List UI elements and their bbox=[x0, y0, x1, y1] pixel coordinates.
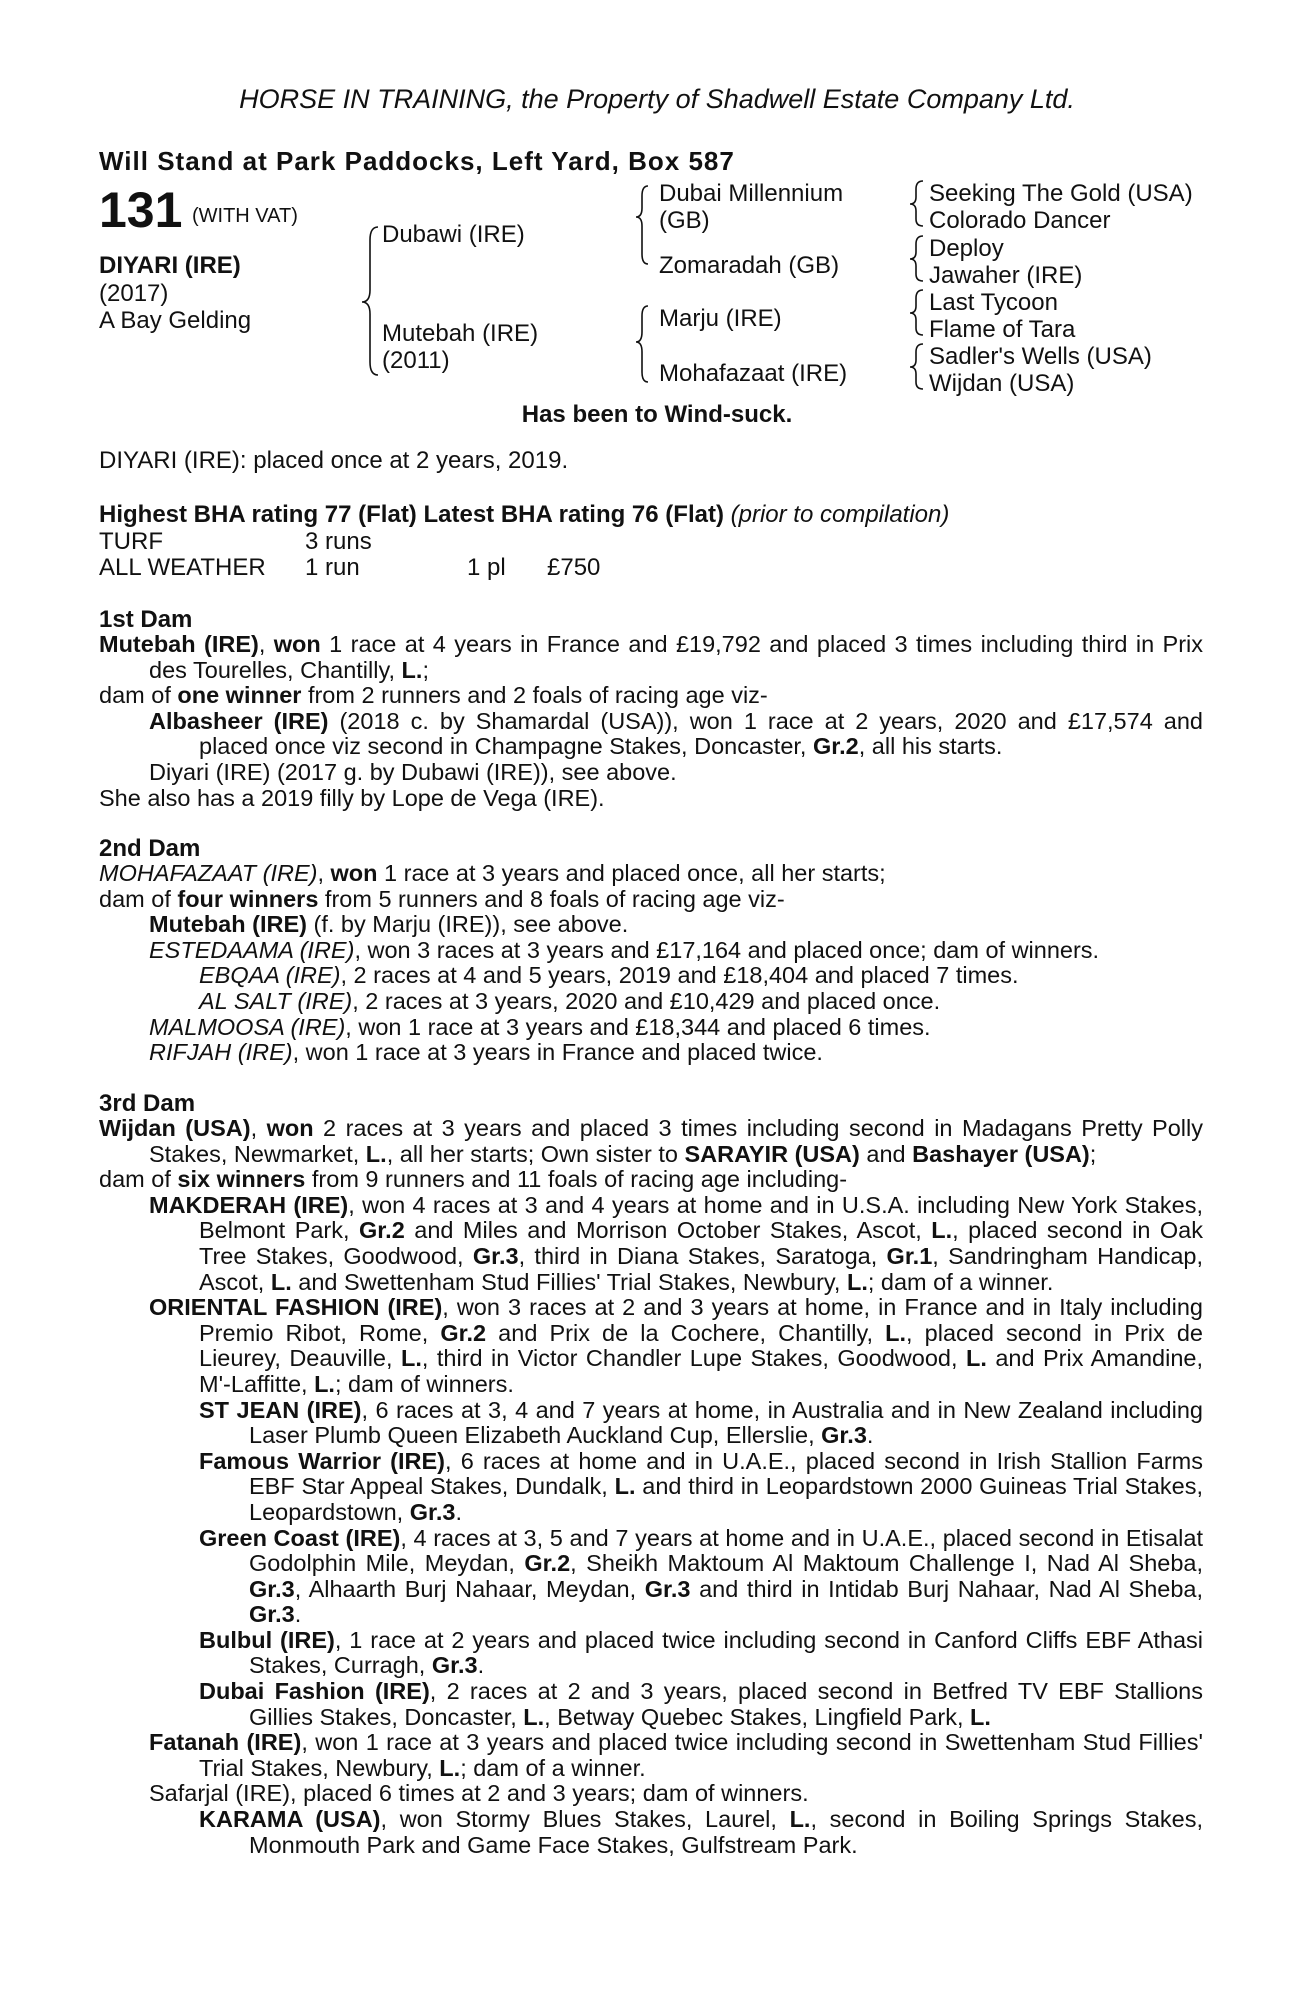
sire-sire-origin: (GB) bbox=[659, 207, 710, 234]
produce-famous-warrior: Famous Warrior (IRE), 6 races at home and in U.A.E., placed second in Irish Stallion Farms EBF Star Appeal Stakes, Dundalk, L. and third in Leopardstown 2000 Guineas Trial Stakes, Leopardstown, Gr.3. bbox=[199, 1447, 1204, 1525]
dd-sire: Sadler's Wells (USA) bbox=[929, 343, 1152, 370]
ss-dam: Colorado Dancer bbox=[929, 207, 1111, 234]
dam-dam: Mohafazaat (IRE) bbox=[659, 360, 848, 387]
placed-summary: DIYARI (IRE): placed once at 2 years, 2019. bbox=[99, 447, 569, 474]
dam-sire: Marju (IRE) bbox=[659, 305, 782, 332]
ratings-line bbox=[99, 501, 949, 529]
ratings-bold: Highest BHA rating 77 (Flat) Latest BHA rating 76 (Flat) bbox=[99, 501, 724, 528]
aw-label: ALL WEATHER bbox=[99, 554, 266, 581]
dam2-produce-intro: dam of four winners from 5 runners and 8 foals of racing age viz- bbox=[99, 885, 785, 912]
ss-sire: Seeking The Gold (USA) bbox=[929, 180, 1193, 207]
dam1-section bbox=[99, 632, 1203, 811]
lot-number: 131 bbox=[99, 182, 183, 238]
produce-st-jean: ST JEAN (IRE), 6 races at 3, 4 and 7 years at home, in Australia and in New Zealand including Laser Plumb Queen Elizabeth Auckland Cup, Ellerslie, Gr.3. bbox=[199, 1396, 1203, 1449]
produce-rifjah: RIFJAH (IRE), won 1 race at 3 years in France and placed twice. bbox=[149, 1039, 823, 1066]
ds-sire: Last Tycoon bbox=[929, 289, 1058, 316]
dam1-record: Mutebah (IRE), won 1 race at 4 years in France and £19,792 and placed 3 times including third in Prix des Tourelles, Chantilly, L.; bbox=[99, 631, 1204, 683]
produce-oriental-fashion: ORIENTAL FASHION (IRE), won 3 races at 2 and 3 years at home, in France and in Italy including Premio Ribot, Rome, Gr.2 and Prix de la Cochere, Chantilly, L., placed second in Prix de Lieurey, Deauville, L., third in Victor Chandler Lupe Stakes, Goodwood, L. and Prix Amandine, M'-Laffitte, L.; dam of winners. bbox=[149, 1294, 1203, 1397]
dam3-produce-intro: dam of six winners from 9 runners and 11 foals of racing age including- bbox=[99, 1166, 848, 1193]
dd-dam: Wijdan (USA) bbox=[929, 370, 1075, 397]
produce-al-salt: AL SALT (IRE), 2 races at 3 years, 2020 and £10,429 and placed once. bbox=[199, 987, 941, 1014]
page-header: HORSE IN TRAINING, the Property of Shadwell Estate Company Ltd. bbox=[239, 84, 1075, 114]
dam2-section bbox=[99, 861, 1203, 1066]
dam: Mutebah (IRE) bbox=[382, 320, 539, 347]
ds-dam: Flame of Tara bbox=[929, 316, 1076, 343]
produce-ebqaa: EBQAA (IRE), 2 races at 4 and 5 years, 2019 and £18,404 and placed 7 times. bbox=[199, 962, 1019, 989]
dam1-heading: 1st Dam bbox=[99, 606, 193, 633]
turf-runs: 3 runs bbox=[305, 528, 372, 555]
produce-bulbul: Bulbul (IRE), 1 race at 2 years and placed twice including second in Canford Cliffs EBF Athasi Stakes, Curragh, Gr.3. bbox=[199, 1626, 1203, 1679]
produce-malmoosa: MALMOOSA (IRE), won 1 race at 3 years and £18,344 and placed 6 times. bbox=[149, 1013, 931, 1040]
produce-estedaama: ESTEDAAMA (IRE), won 3 races at 3 years and £17,164 and placed once; dam of winners. bbox=[149, 936, 1100, 963]
dam3-section bbox=[99, 1116, 1203, 1858]
dam2-record: MOHAFAZAAT (IRE), won 1 race at 3 years and placed once, all her starts; bbox=[99, 860, 886, 886]
produce-mutebah: Mutebah (IRE) (f. by Marju (IRE)), see above. bbox=[149, 911, 629, 938]
horse-year: (2017) bbox=[99, 280, 169, 307]
dam1-produce-intro: dam of one winner from 2 runners and 2 foals of racing age viz- bbox=[99, 682, 768, 709]
aw-placed: 1 pl bbox=[467, 554, 506, 581]
wind-suck-note: Has been to Wind-suck. bbox=[521, 401, 793, 428]
dam-year: (2011) bbox=[382, 347, 450, 374]
dam3-heading: 3rd Dam bbox=[99, 1090, 196, 1117]
horse-name: DIYARI (IRE) bbox=[99, 252, 241, 279]
sd-dam: Jawaher (IRE) bbox=[929, 262, 1083, 289]
dam2-heading: 2nd Dam bbox=[99, 835, 201, 862]
dam3-record: Wijdan (USA), won 2 races at 3 years and placed 3 times including second in Madagans Pretty Polly Stakes, Newmarket, L., all her starts; Own sister to SARAYIR (USA) and Bashayer (USA); bbox=[99, 1115, 1203, 1167]
sd-sire: Deploy bbox=[929, 235, 1004, 262]
sire-dam: Zomaradah (GB) bbox=[659, 252, 840, 279]
sire-sire: Dubai Millennium bbox=[659, 180, 844, 207]
stand-location: Will Stand at Park Paddocks, Left Yard, Box 587 bbox=[99, 146, 735, 176]
sire: Dubawi (IRE) bbox=[382, 221, 525, 248]
produce-dubai-fashion: Dubai Fashion (IRE), 2 races at 2 and 3 years, placed second in Betfred TV EBF Stallions Gillies Stakes, Doncaster, L., Betway Quebec Stakes, Lingfield Park, L. bbox=[199, 1678, 1203, 1730]
produce-diyari: Diyari (IRE) (2017 g. by Dubawi (IRE)), see above. bbox=[149, 758, 677, 785]
turf-label: TURF bbox=[99, 528, 163, 555]
produce-makderah: MAKDERAH (IRE), won 4 races at 3 and 4 years at home and in U.S.A. including New York Stakes, Belmont Park, Gr.2 and Miles and Morrison October Stakes, Ascot, L., placed second in Oak Tree Stakes, Goodwood, Gr.3, third in Diana Stakes, Saratoga, Gr.1, Sandringham Handicap, Ascot, L. and Swettenham Stud Fillies' Trial Stakes, Newbury, L.; dam of a winner. bbox=[149, 1191, 1204, 1295]
produce-fatanah: Fatanah (IRE), won 1 race at 3 years and placed twice including second in Swettenham Stud Fillies' Trial Stakes, Newbury, L.; dam of a winner. bbox=[149, 1729, 1203, 1781]
produce-safarjal: Safarjal (IRE), placed 6 times at 2 and 3 years; dam of winners. bbox=[149, 1780, 809, 1807]
horse-description: A Bay Gelding bbox=[99, 307, 252, 334]
aw-amount: £750 bbox=[547, 554, 601, 581]
ratings-italic: (prior to compilation) bbox=[730, 501, 950, 528]
aw-runs: 1 run bbox=[305, 554, 360, 581]
produce-albasheer: Albasheer (IRE) (2018 c. by Shamardal (USA)), won 1 race at 2 years, 2020 and £17,574 and placed once viz second in Champagne Stakes, Doncaster, Gr.2, all his starts. bbox=[149, 707, 1203, 760]
produce-karama: KARAMA (USA), won Stormy Blues Stakes, Laurel, L., second in Boiling Springs Stakes, Monmouth Park and Game Face Stakes, Gulfstream Park. bbox=[199, 1806, 1203, 1858]
vat-note: (WITH VAT) bbox=[192, 205, 298, 227]
dam1-filly-note: She also has a 2019 filly by Lope de Vega (IRE). bbox=[99, 784, 605, 811]
produce-green-coast: Green Coast (IRE), 4 races at 3, 5 and 7 years at home and in U.A.E., placed second in Etisalat Godolphin Mile, Meydan, Gr.2, Sheikh Maktoum Al Maktoum Challenge I, Nad Al Sheba, Gr.3, Alhaarth Burj Nahaar, Meydan, Gr.3 and third in Intidab Burj Nahaar, Nad Al Sheba, Gr.3. bbox=[199, 1524, 1204, 1628]
